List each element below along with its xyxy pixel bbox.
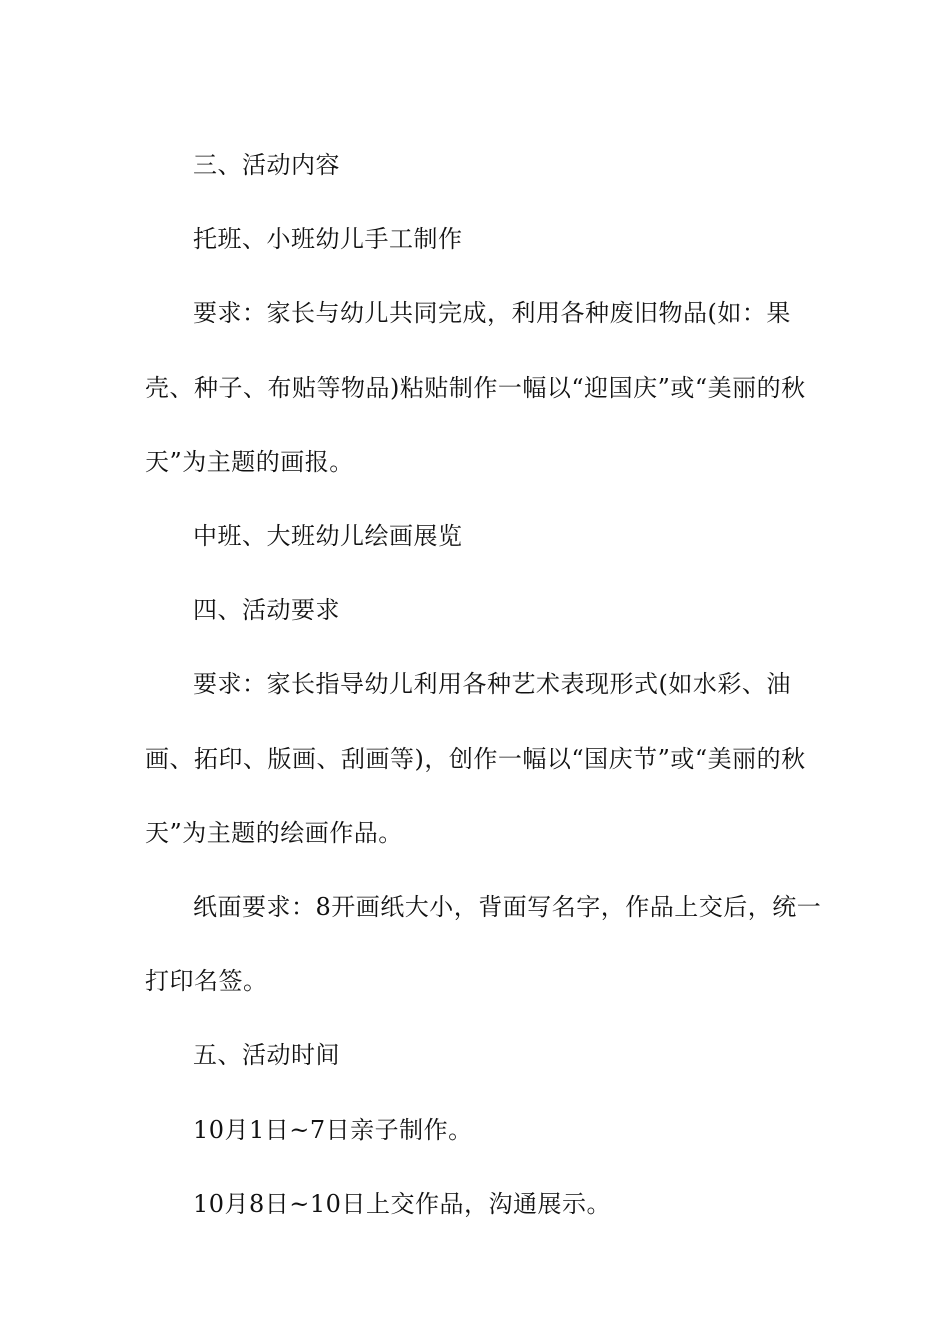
section-heading-activity-time: 五、活动时间 bbox=[193, 1041, 340, 1070]
paragraph-painting-requirements: 要求：家长指导幼儿利用各种艺术表现形式(如水彩、油画、拓印、版画、刮画等)，创作一幅以“国庆节”或“美丽的秋天”为主题的绘画作品。 bbox=[145, 670, 806, 847]
paragraph-paper-requirements: 纸面要求：8开画纸大小，背面写名字，作品上交后，统一打印名签。 bbox=[145, 893, 822, 996]
schedule-item-production: 10月1日~7日亲子制作。 bbox=[193, 1115, 473, 1144]
section-heading-activity-content: 三、活动内容 bbox=[193, 151, 340, 179]
schedule-item-submission: 10月8日~10日上交作品，沟通展示。 bbox=[193, 1189, 611, 1218]
subheading-handcraft: 托班、小班幼儿手工制作 bbox=[193, 225, 463, 254]
paragraph-handcraft-requirements: 要求：家长与幼儿共同完成，利用各种废旧物品(如：果壳、种子、布贴等物品)粘贴制作一幅以“迎国庆”或“美丽的秋天”为主题的画报。 bbox=[145, 299, 806, 476]
subheading-painting-exhibition: 中班、大班幼儿绘画展览 bbox=[193, 522, 463, 551]
document-body bbox=[145, 128, 825, 1241]
section-heading-activity-requirements: 四、活动要求 bbox=[193, 596, 340, 625]
